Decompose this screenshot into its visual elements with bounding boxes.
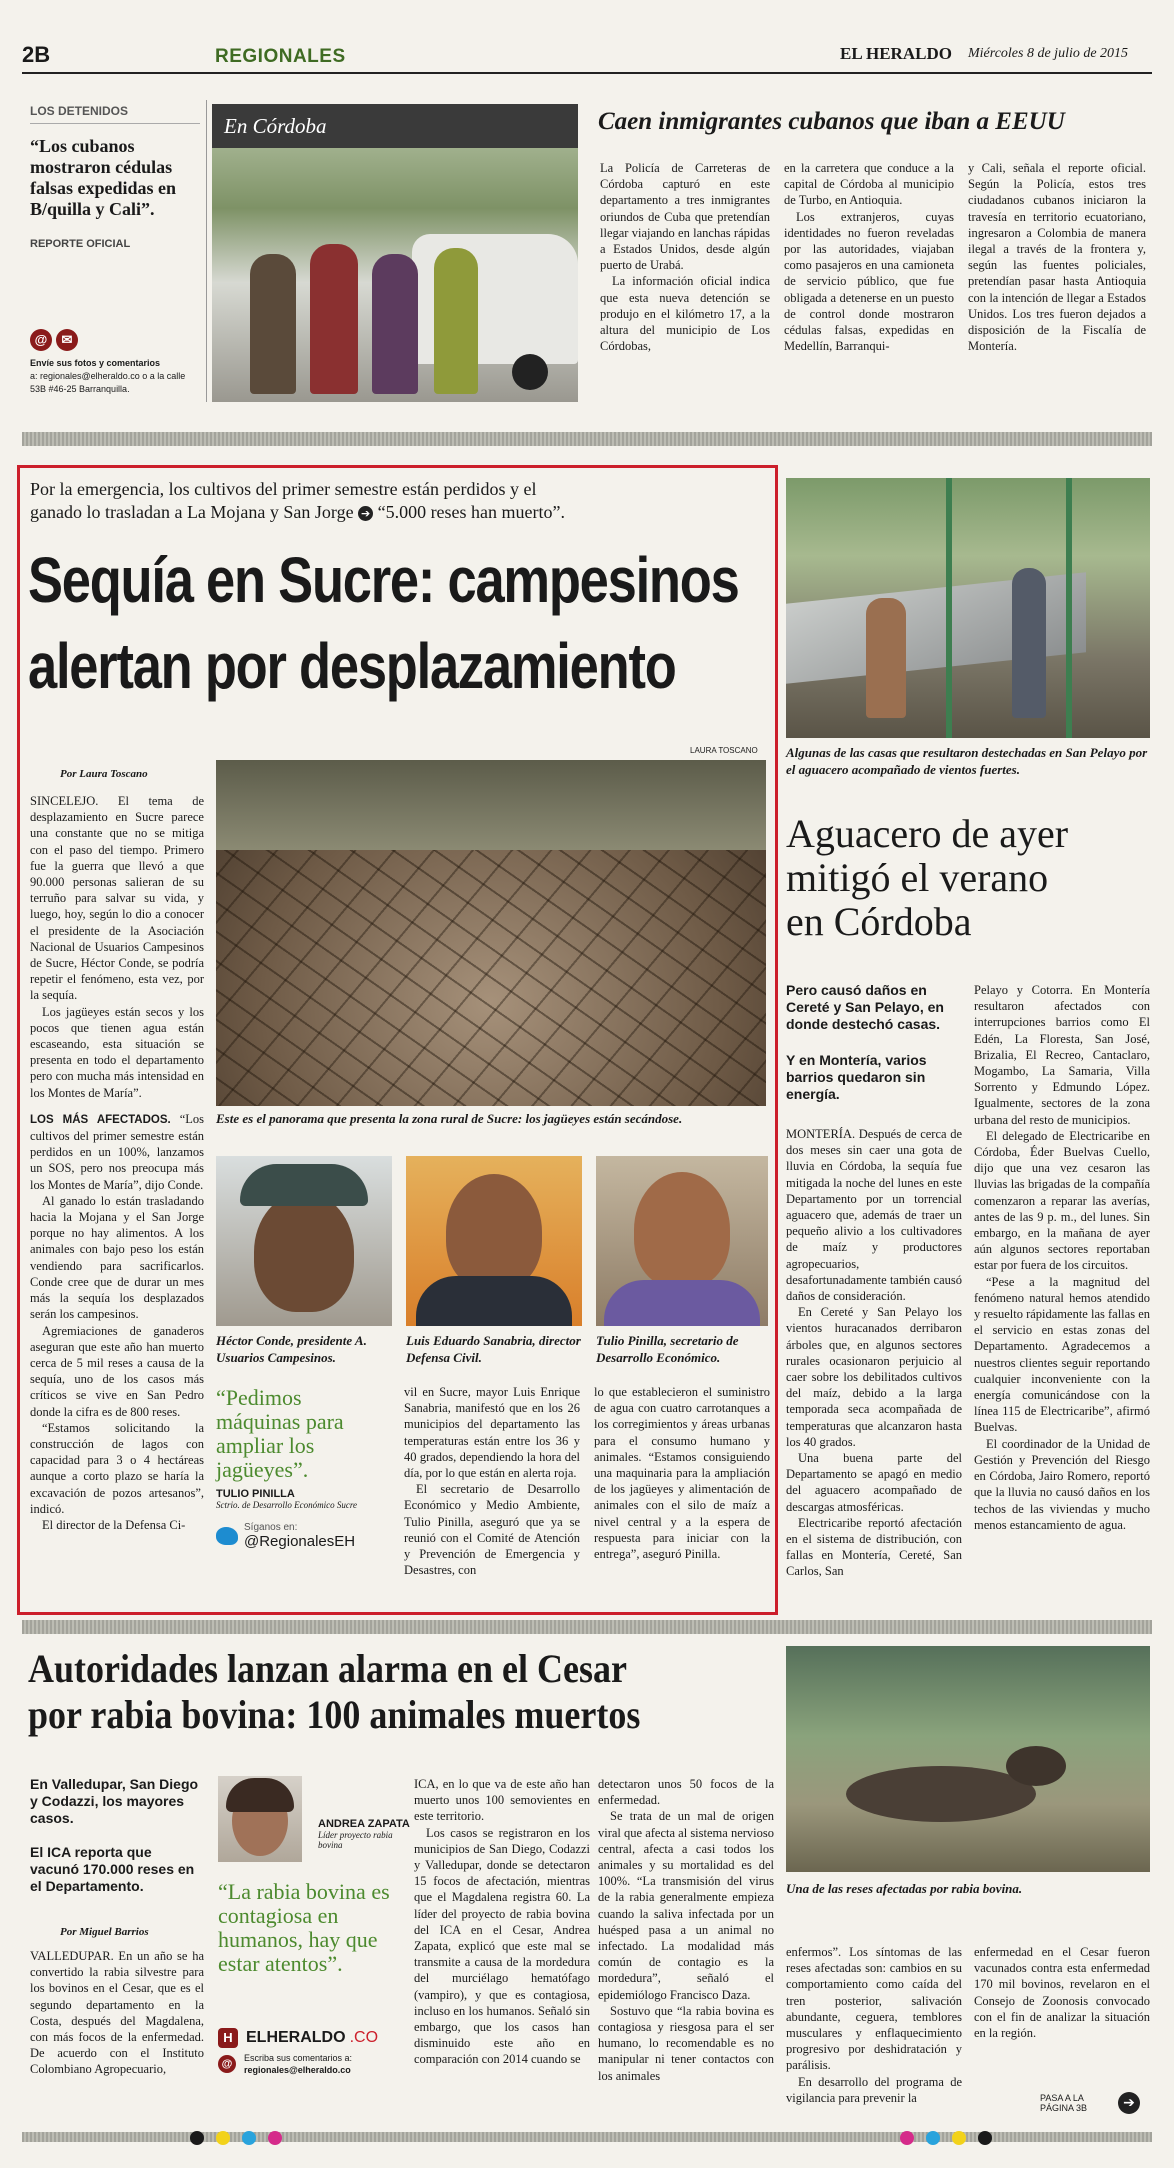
cesar-paragraph: detectaron unos 50 focos de la enfermedad. bbox=[598, 1777, 774, 1808]
registration-marks bbox=[190, 2130, 294, 2149]
cordoba-photo-caption: Algunas de las casas que resultaron destechadas en San Pelayo por el aguacero acompañado de vientos fuertes. bbox=[786, 745, 1148, 777]
portrait-caption-1: Héctor Conde, presidente A. Usuarios Campesinos. bbox=[216, 1333, 367, 1365]
brand-logo-icon: H bbox=[218, 2028, 238, 2048]
cesar-paragraph: ICA, en lo que va de este año han muerto unos 100 semovientes en este territorio. bbox=[414, 1777, 590, 1824]
sucre-paragraph: Los jagüeyes están secos y los pocos que tienen agua están escaseando, esta situación se presenta en todo el departamento pero con mucha más intensidad en los Montes de María”. bbox=[30, 1004, 204, 1100]
tulio-pinilla-photo bbox=[596, 1156, 768, 1326]
masthead: EL HERALDO bbox=[840, 44, 952, 63]
cesar-paragraph: enfermedad en el Cesar fueron vacunados contra esta enfermedad 170 mil bovinos, revelaron en el Consejo de Zoonosis convocado con el fin de analizar la situación en la región. bbox=[974, 1945, 1150, 2041]
sucre-kicker bbox=[30, 478, 770, 524]
cesar-paragraph: VALLEDUPAR. En un año se ha convertido la rabia silvestre para los bovinos en el Cesar, que es el segundo departamento en la Costa, después del Magdalena, con más focos de la enfermedad. De acuerdo con el Instituto Colombiano Agropecuario, bbox=[30, 1949, 204, 2077]
sucre-byline: Por Laura Toscano bbox=[60, 768, 148, 780]
sick-cow-photo bbox=[786, 1646, 1150, 1872]
jump-text: PASA A LA PÁGINA 3B bbox=[1040, 2093, 1088, 2113]
photo-credit: LAURA TOSCANO bbox=[690, 746, 758, 755]
sucre-paragraph: Agremiaciones de ganaderos aseguran que este año han muerto cerca de 5 mil reses a causa de la sequía, uno de los casos más críticos se vive en San Pedro donde la cifra es de 800 reses. bbox=[30, 1323, 204, 1419]
page-number: 2B bbox=[22, 42, 51, 67]
cubans-paragraph: La Policía de Carreteras de Córdoba capturó en este departamento a tres inmigrantes oriundos de Cuba que pretendían llegar viajando en lanchas rápidas a Estados Unidos, desde algún puerto de Urabá. bbox=[600, 161, 770, 273]
cesar-col6 bbox=[974, 1944, 1150, 2041]
author-box bbox=[318, 1818, 410, 1850]
cuban-detainees-photo bbox=[212, 104, 578, 402]
section-title: REGIONALES bbox=[215, 46, 346, 67]
cordoba-deck-1: Pero causó daños en Cereté y San Pelayo, en donde destechó casas. bbox=[786, 982, 944, 1032]
brand-email[interactable]: regionales@elheraldo.co bbox=[244, 2065, 351, 2075]
cesar-headline-line: Autoridades lanzan alarma en el Cesar bbox=[28, 1646, 627, 1691]
sucre-col3 bbox=[404, 1384, 580, 1578]
sidebar-byline: REPORTE OFICIAL bbox=[30, 238, 131, 250]
sucre-pullquote bbox=[216, 1386, 380, 1550]
cubans-col3 bbox=[968, 160, 1146, 354]
sucre-paragraph: vil en Sucre, mayor Luis Enrique Sanabria, manifestó que en los 26 municipios del departamento las temperaturas están entre los 36 y 40 grados, dependiendo la hora del día, por lo que están en alerta roja. bbox=[404, 1385, 580, 1481]
cordoba-deck-2: Y en Montería, varios barrios quedaron sin energía. bbox=[786, 1052, 927, 1102]
cesar-photo-caption: Una de las reses afectadas por rabia bovina. bbox=[786, 1881, 1023, 1896]
sucre-paragraph: SINCELEJO. El tema de desplazamiento en Sucre parece una constante que no se mitiga con el paso del tiempo. Primero fue la guerra que llevó a que 90.000 personas salieran de su terruño para salvar su vida, y luego, hoy, según lo dio a conocer el presidente de la Asociación Nacional de Usuarios Campesinos de Sucre, Héctor Conde, se podría repetir el fenómeno, esta vez, por la sequía. bbox=[30, 794, 204, 1003]
cesar-pullquote: “La rabia bovina es contagiosa en humanos, hay que estar atentos”. bbox=[218, 1879, 390, 1976]
sucre-paragraph: El director de la Defensa Ci- bbox=[42, 1517, 186, 1532]
kicker-line: Por la emergencia, los cultivos del primer semestre están perdidos y el bbox=[30, 479, 537, 499]
luis-sanabria-photo bbox=[406, 1156, 582, 1326]
kicker-line: ganado lo trasladan a La Mojana y San Jorge bbox=[30, 502, 354, 522]
cordoba-paragraph: Una buena parte del Departamento se apagó en medio del aguacero acompañado de descargas atmosféricas. bbox=[786, 1451, 962, 1514]
cordoba-paragraph: Electricaribe reportó afectación en el sistema de distribución, con fallas en Montería, Cereté, San Carlos, San bbox=[786, 1515, 962, 1579]
cubans-paragraph: y Cali, señala el reporte oficial. Según la Policía, estos tres ciudadanos cubanos iniciaron la travesía en territorio ecuatoriano, ingresaron a Colombia de manera ilegal a través de la frontera y, según las fuentes policiales, pretendían pasar hasta Antioquia con la intención de llegar a Estados Unidos. Los tres fueron dejados a disposición de la Fiscalía de Montería. bbox=[968, 161, 1146, 354]
sidebar-box bbox=[30, 104, 200, 402]
pullquote-text: “Pedimos máquinas para ampliar los jagüeyes”. bbox=[216, 1385, 344, 1482]
twitter-handle[interactable]: @RegionalesEH bbox=[244, 1533, 356, 1550]
cesar-deck-1: En Valledupar, San Diego y Codazzi, los mayores casos. bbox=[30, 1776, 199, 1826]
cesar-paragraph: enfermos”. Los síntomas de las reses afectadas son: cambios en su comportamiento como caída del tren posterior, salivación abundante, ceguera, temblores musculares y enflaquecimiento progresivo por deshidratación y parálisis. bbox=[786, 1945, 962, 2073]
cordoba-col1 bbox=[786, 1126, 962, 1580]
sidebar-contact bbox=[30, 329, 200, 396]
at-icon: @ bbox=[30, 329, 52, 351]
photo-label: En Córdoba bbox=[224, 114, 327, 138]
author-name: ANDREA ZAPATA bbox=[318, 1818, 410, 1830]
portrait-caption-3: Tulio Pinilla, secretario de Desarrollo Económico. bbox=[596, 1333, 739, 1365]
sucre-paragraph: lo que establecieron el suministro de agua con cuatro carrotanques a los corregimientos y áreas urbanas para el consumo humano y animales. “Estamos consiguiendo una maquinaria para la ampliación de los jagüeyes y alimentación de animales con el silo de maíz a nivel central y a la espera de respuesta para iniciar con la entrega”, aseguró Pinilla. bbox=[594, 1385, 770, 1562]
pullquote-name: TULIO PINILLA bbox=[216, 1488, 295, 1500]
at-icon: @ bbox=[218, 2055, 236, 2073]
brand-tld: .CO bbox=[349, 2029, 379, 2046]
contact-text: a: regionales@elheraldo.co o a la calle 53B #46-25 Barranquilla. bbox=[30, 371, 186, 394]
sucre-paragraph: “Estamos solicitando la construcción de lagos con capacidad para 3 o 4 hectáreas aunque a corto plazo se haría la excavación de pozos artesanos”, indicó. bbox=[30, 1420, 204, 1516]
cesar-col5 bbox=[786, 1944, 962, 2106]
hector-conde-photo bbox=[216, 1156, 392, 1326]
cubans-paragraph: en la carretera que conduce a la capital de Córdoba al municipio de Turbo, en Antioquia. bbox=[784, 161, 954, 208]
cesar-col1 bbox=[30, 1948, 204, 2078]
sidebar-quote: “Los cubanos mostraron cédulas falsas expedidas en B/quilla y Cali”. bbox=[30, 136, 177, 219]
header-rule bbox=[22, 72, 1152, 74]
brand-name: ELHERALDO bbox=[246, 2029, 346, 2046]
sucre-headline-2: alertan por desplazamiento bbox=[28, 630, 676, 702]
cubans-paragraph: Los extranjeros, cuyas identidades no fueron reveladas por las autoridades, viajaban como pasajeros en una camioneta de servicio público, que fue obligada a detenerse en un puesto de control donde mostraron cédulas falsas, expedidas en Medellín, Barranqui- bbox=[784, 209, 954, 354]
cesar-col4 bbox=[598, 1776, 774, 2084]
brand-contact-label: Escriba sus comentarios a: bbox=[244, 2053, 353, 2063]
jump-link[interactable] bbox=[1040, 2092, 1150, 2114]
cesar-headline-line: por rabia bovina: 100 animales muertos bbox=[28, 1692, 641, 1737]
sucre-photo-caption: Este es el panorama que presenta la zona rural de Sucre: los jagüeyes están secándose. bbox=[216, 1111, 683, 1126]
arrow-right-icon: ➔ bbox=[1118, 2092, 1140, 2114]
arrow-right-icon: ➔ bbox=[358, 506, 373, 521]
twitter-follow[interactable] bbox=[216, 1522, 380, 1550]
cubans-col1 bbox=[600, 160, 770, 354]
sidebar-kicker: LOS DETENIDOS bbox=[30, 104, 200, 124]
cordoba-paragraph: El delegado de Electricaribe en Córdoba, Éder Buelvas Cuello, dijo que una vez cesaron las lluvias las brigadas de la compañía comenzaron a reparar las averías, antes de las 9 p. m., del lunes. Sin embargo, en la mañana de ayer aún algunos sectores reportaban estar por fuera de los circuitos. bbox=[974, 1128, 1150, 1273]
sucre-paragraph: Al ganado lo están trasladando hacia la Mojana y el San Jorge porque no hay alimentos. A los animales con bajo peso los están vendiendo para sacrificarlos. Conde cree que de durar un mes más la sequía los desplazados serán los campesinos. bbox=[30, 1193, 204, 1322]
mail-icon: ✉ bbox=[56, 329, 78, 351]
section-divider bbox=[22, 432, 1152, 446]
sucre-col1 bbox=[30, 793, 204, 1533]
cordoba-col2 bbox=[974, 982, 1150, 1533]
issue-date: Miércoles 8 de julio de 2015 bbox=[968, 46, 1129, 61]
dry-land-photo bbox=[216, 760, 766, 1106]
sucre-headline-1: Sequía en Sucre: campesinos bbox=[28, 544, 739, 616]
sucre-paragraph: “Los cultivos del primer semestre están perdidos en un 100%, lanzamos un SOS, pero nos preocupa más los Montes de María”, dijo Conde. bbox=[30, 1111, 205, 1192]
destroyed-roof-photo bbox=[786, 478, 1150, 738]
cordoba-paragraph: “Pese a la magnitud del fenómeno natural hemos atendido y resuelto rápidamente las fallas en el servicio en estas zonas del Departamento. Agradecemos a nuestros clientes seguir reportando cualquier inconveniente con la energía comunicándose con la línea 115 de Electricaribe”, afirmó Buelvas. bbox=[974, 1274, 1150, 1435]
author-role: Líder proyecto rabia bovina bbox=[318, 1830, 393, 1850]
pullquote-role: Sctrio. de Desarrollo Económico Sucre bbox=[216, 1500, 358, 1510]
cordoba-paragraph: Pelayo y Cotorra. En Montería resultaron afectados con interrupciones barrios como El Edén, La Floresta, San José, Brizalia, El Recreo, Cantaclaro, Mogambo, La Samaria, Villa Sorrento y Edmundo López. Igualmente, sectores de la zona urbana del resto de municipios. bbox=[974, 983, 1150, 1127]
brand-box bbox=[218, 2028, 408, 2076]
sucre-col4 bbox=[594, 1384, 770, 1562]
sucre-paragraph: El secretario de Desarrollo Económico y Medio Ambiente, Tulio Pinilla, aseguró que ya se reunió con el Comité de Atención y Prevención de Emergencia y Desastres, con bbox=[404, 1482, 580, 1578]
cubans-paragraph: La información oficial indica que esta nueva detención se produjo en el kilómetro 17, a la altura del municipio de Los Córdobas, bbox=[600, 274, 770, 354]
cesar-paragraph: Sostuvo que “la rabia bovina es contagiosa y riesgosa para el ser humano, lo recomendable es no manipular ni tener contactos con los animales bbox=[598, 2003, 774, 2083]
cesar-byline: Por Miguel Barrios bbox=[60, 1926, 149, 1938]
cordoba-paragraph: MONTERÍA. Después de cerca de dos meses sin caer una gota de lluvia en Córdoba, la sequía fue mitigada la noche del lunes en este Departamento por un torrencial aguacero que, además de traer un pequeño alivio a los cultivadores de maíz y productores agropecuarios, desafortunadamente también causó daños de consideración. bbox=[786, 1127, 962, 1304]
cordoba-paragraph: En Cereté y San Pelayo los vientos huracanados derribaron árboles que, en algunos sectores rurales ocasionaron perjuicio al caer sobre los debilitados cultivos del maíz, debido a la larga temporada seca acompañada de temperaturas que alcanzaron hasta los 40 grados. bbox=[786, 1305, 962, 1449]
contact-title: Envíe sus fotos y comentarios bbox=[30, 358, 161, 368]
cubans-headline: Caen inmigrantes cubanos que iban a EEUU bbox=[598, 108, 1065, 135]
cesar-col3 bbox=[414, 1776, 590, 2068]
column-rule bbox=[206, 100, 207, 402]
registration-marks bbox=[900, 2130, 1004, 2149]
cesar-paragraph: Se trata de un mal de origen viral que afecta al sistema nervioso central, afecta a casi todos los animales y su mortalidad es del 100%. “La transmisión del virus de la rabia generalmente empieza cuando la saliva infectada por un huésped pasa a un animal no infectado. La modalidad más común de contagio es la mordedura”, señaló el epidemiólogo Francisco Daza. bbox=[598, 1809, 774, 2002]
portrait-caption-2: Luis Eduardo Sanabria, director Defensa Civil. bbox=[406, 1333, 581, 1365]
cubans-col2 bbox=[784, 160, 954, 354]
cesar-deck-2: El ICA reporta que vacunó 170.000 reses en el Departamento. bbox=[30, 1844, 195, 1894]
kicker-quote: “5.000 reses han muerto”. bbox=[377, 502, 566, 522]
cordoba-paragraph: El coordinador de la Unidad de Gestión y Prevención del Riesgo en Córdoba, Jairo Romero, reportó que la lluvia no causó daños en los techos de las viviendas y mucho menos estancamiento de agua. bbox=[974, 1436, 1150, 1532]
cesar-headline bbox=[28, 1646, 640, 1738]
cordoba-headline: Aguacero de ayer mitigó el verano en Córdoba bbox=[786, 811, 1069, 944]
follow-label: Síganos en: bbox=[244, 1522, 298, 1533]
cesar-paragraph: Los casos se registraron en los municipios de San Diego, Codazzi y Valledupar, donde se detectaron 15 focos de afectación, mientras que el Magdalena registra 60. La líder del proyecto de rabia bovina del ICA en el Cesar, Andrea Zapata, explicó que este mal se transmite a causa de la mordedura del murciélago hematófago (vampiro), y que es contagiosa, incluso en los humanos. Señaló sin embargo, que los casos han disminuido este año en comparación con 2014 cuando se bbox=[414, 1825, 590, 2067]
section-divider bbox=[22, 1620, 1152, 1634]
twitter-bird-icon bbox=[216, 1527, 238, 1545]
subhead: LOS MÁS AFECTADOS. bbox=[30, 1113, 171, 1126]
cesar-paragraph: En desarrollo del programa de vigilancia para prevenir la bbox=[786, 2074, 962, 2105]
andrea-zapata-photo bbox=[218, 1776, 302, 1862]
